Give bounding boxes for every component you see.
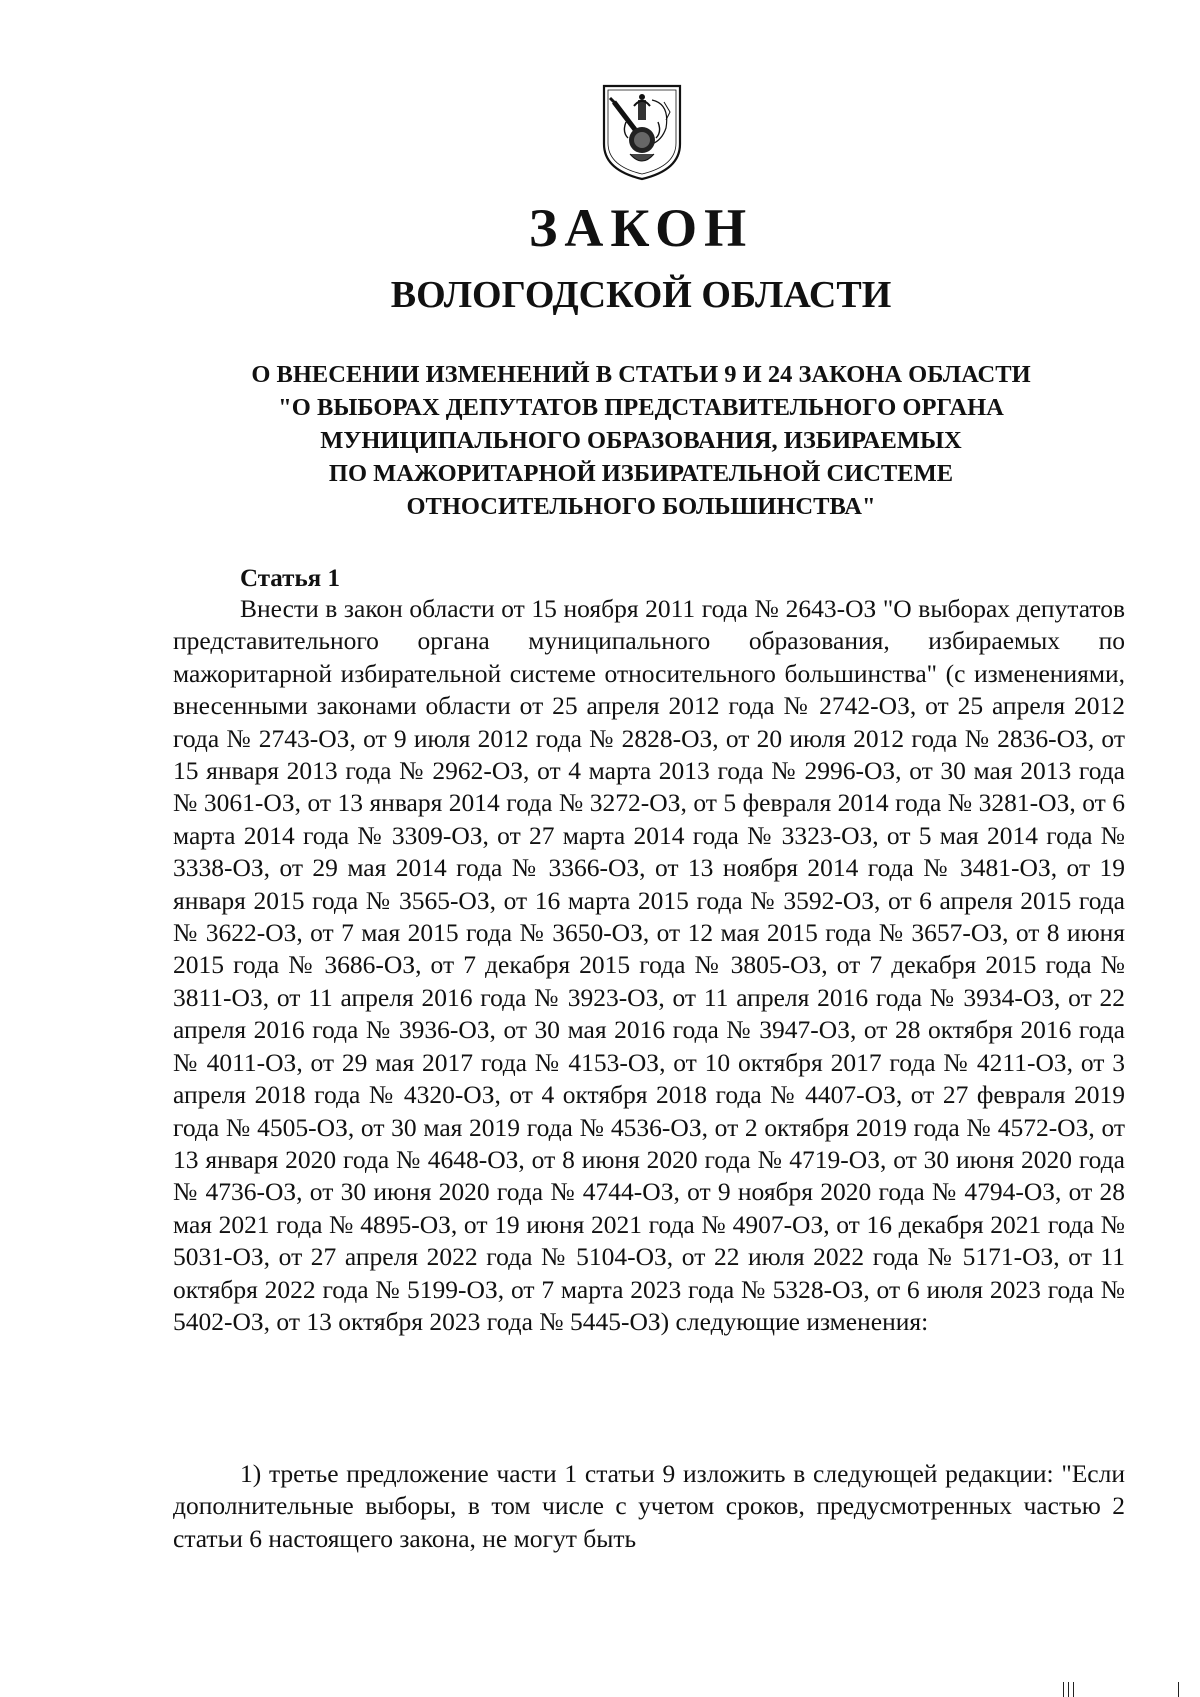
scan-artifact <box>1063 1682 1064 1697</box>
scan-artifact <box>1068 1682 1069 1697</box>
subject-line: "О ВЫБОРАХ ДЕПУТАТОВ ПРЕДСТАВИТЕЛЬНОГО ОРГАНА <box>278 394 1004 421</box>
scan-artifact <box>1073 1682 1074 1697</box>
subject-line: ПО МАЖОРИТАРНОЙ ИЗБИРАТЕЛЬНОЙ СИСТЕМЕ <box>328 460 954 487</box>
law-subject <box>150 358 1132 523</box>
article-intro-paragraph: Внести в закон области от 15 ноября 2011 года № 2643-ОЗ "О выборах депутатов представительного органа муниципального образования, избираемых по мажоритарной избирательной системе относительного большинства" (с изменениями, внесенными законами области от 25 апреля 2012 года № 2742-ОЗ, от 25 апреля 2012 года № 2743-ОЗ, от 9 июля 2012 года № 2828-ОЗ, от 20 июля 2012 года № 2836-ОЗ, от 15 января 2013 года № 2962-ОЗ, от 4 марта 2013 года № 2996-ОЗ, от 30 мая 2013 года № 3061-ОЗ, от 13 января 2014 года № 3272-ОЗ, от 5 февраля 2014 года № 3281-ОЗ, от 6 марта 2014 года № 3309-ОЗ, от 27 марта 2014 года № 3323-ОЗ, от 5 мая 2014 года № 3338-ОЗ, от 29 мая 2014 года № 3366-ОЗ, от 13 ноября 2014 года № 3481-ОЗ, от 19 января 2015 года № 3565-ОЗ, от 16 марта 2015 года № 3592-ОЗ, от 6 апреля 2015 года № 3622-ОЗ, от 7 мая 2015 года № 3650-ОЗ, от 12 мая 2015 года № 3657-ОЗ, от 8 июня 2015 года № 3686-ОЗ, от 7 декабря 2015 года № 3805-ОЗ, от 7 декабря 2015 года № 3811-ОЗ, от 11 апреля 2016 года № 3923-ОЗ, от 11 апреля 2016 года № 3934-ОЗ, от 22 апреля 2016 года № 3936-ОЗ, от 30 мая 2016 года № 3947-ОЗ, от 28 октября 2016 года № 4011-ОЗ, от 29 мая 2017 года № 4153-ОЗ, от 10 октября 2017 года № 4211-ОЗ, от 3 апреля 2018 года № 4320-ОЗ, от 4 октября 2018 года № 4407-ОЗ, от 27 февраля 2019 года № 4505-ОЗ, от 30 мая 2019 года № 4536-ОЗ, от 2 октября 2019 года № 4572-ОЗ, от 13 января 2020 года № 4648-ОЗ, от 8 июня 2020 года № 4719-ОЗ, от 30 июня 2020 года № 4736-ОЗ, от 30 июня 2020 года № 4744-ОЗ, от 9 ноября 2020 года № 4794-ОЗ, от 28 мая 2021 года № 4895-ОЗ, от 19 июня 2021 года № 4907-ОЗ, от 16 декабря 2021 года № 5031-ОЗ, от 27 апреля 2022 года № 5104-ОЗ, от 22 июля 2022 года № 5171-ОЗ, от 11 октября 2022 года № 5199-ОЗ, от 7 марта 2023 года № 5328-ОЗ, от 6 июля 2023 года № 5402-ОЗ, от 13 октября 2023 года № 5445-ОЗ) следующие изменения: <box>173 594 1125 1336</box>
law-region: ВОЛОГОДСКОЙ ОБЛАСТИ <box>390 274 892 316</box>
scan-artifact <box>1178 1682 1179 1697</box>
law-title: ЗАКОН <box>528 198 754 258</box>
amendment-item-1: 1) третье предложение части 1 статьи 9 изложить в следующей редакции: "Если дополнительные выборы, в том числе с учетом сроков, предусмотренных частью 2 статьи 6 настоящего закона, не могут быть <box>173 1459 1125 1553</box>
subject-line: О ВНЕСЕНИИ ИЗМЕНЕНИЙ В СТАТЬИ 9 И 24 ЗАКОНА ОБЛАСТИ <box>251 361 1031 388</box>
coat-of-arms-icon <box>600 82 684 182</box>
subject-line: ОТНОСИТЕЛЬНОГО БОЛЬШИНСТВА" <box>406 493 876 520</box>
subject-line: МУНИЦИПАЛЬНОГО ОБРАЗОВАНИЯ, ИЗБИРАЕМЫХ <box>320 427 962 454</box>
article-heading: Статья 1 <box>240 565 340 592</box>
